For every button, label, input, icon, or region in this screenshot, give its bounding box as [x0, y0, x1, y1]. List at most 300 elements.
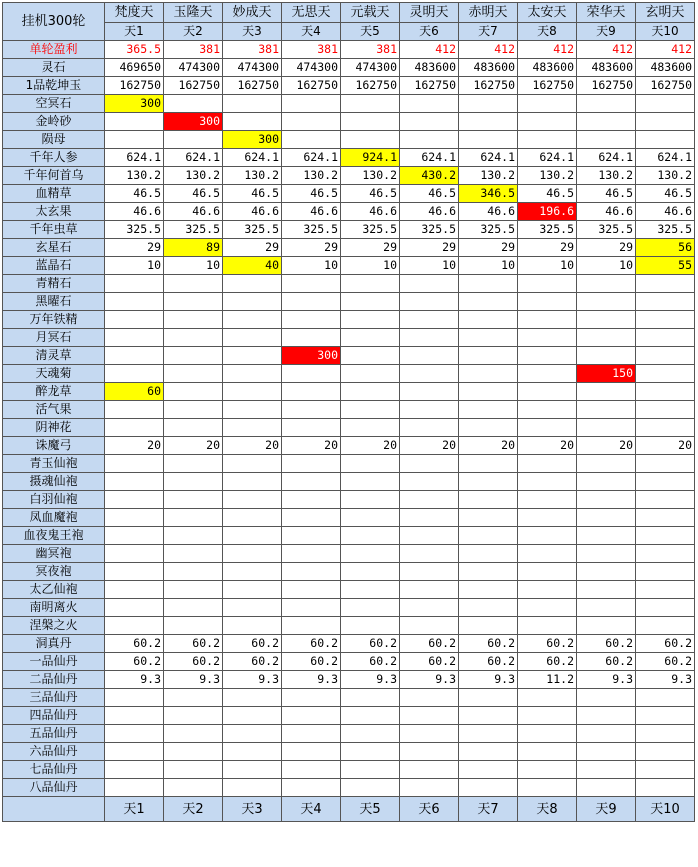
data-cell — [400, 275, 459, 293]
table-row — [3, 167, 695, 185]
data-cell — [518, 311, 577, 329]
data-cell: 412 — [636, 41, 695, 59]
data-cell — [400, 707, 459, 725]
data-cell — [518, 761, 577, 779]
data-cell — [636, 581, 695, 599]
row-label: 万年铁精 — [3, 311, 105, 329]
table-row — [3, 725, 695, 743]
data-cell: 46.6 — [636, 203, 695, 221]
subheader-row — [3, 23, 695, 41]
row-label: 摄魂仙袍 — [3, 473, 105, 491]
data-cell — [164, 95, 223, 113]
data-cell — [577, 509, 636, 527]
data-cell — [577, 725, 636, 743]
spreadsheet — [2, 2, 695, 822]
data-cell — [518, 725, 577, 743]
data-cell: 10 — [577, 257, 636, 275]
data-cell: 29 — [105, 239, 164, 257]
data-cell: 412 — [577, 41, 636, 59]
data-cell — [223, 725, 282, 743]
data-cell — [459, 131, 518, 149]
data-cell: 46.5 — [341, 185, 400, 203]
data-cell — [105, 509, 164, 527]
data-cell: 130.2 — [518, 167, 577, 185]
data-cell — [105, 419, 164, 437]
data-cell — [105, 617, 164, 635]
data-cell — [341, 527, 400, 545]
row-label: 八品仙丹 — [3, 779, 105, 797]
data-cell: 130.2 — [223, 167, 282, 185]
data-cell: 300 — [282, 347, 341, 365]
data-cell — [459, 329, 518, 347]
data-cell: 20 — [577, 437, 636, 455]
data-cell — [341, 275, 400, 293]
data-cell — [223, 581, 282, 599]
data-cell — [577, 347, 636, 365]
data-cell — [400, 311, 459, 329]
column-header: 元载天 — [341, 3, 400, 23]
data-cell — [577, 545, 636, 563]
data-cell: 60.2 — [459, 635, 518, 653]
data-cell — [577, 473, 636, 491]
data-cell: 60.2 — [636, 653, 695, 671]
data-cell — [164, 293, 223, 311]
table-row — [3, 455, 695, 473]
data-cell — [282, 743, 341, 761]
data-cell — [518, 527, 577, 545]
table-row — [3, 149, 695, 167]
data-cell — [282, 581, 341, 599]
table-row — [3, 239, 695, 257]
data-cell — [577, 275, 636, 293]
data-cell — [518, 293, 577, 311]
data-cell: 60 — [105, 383, 164, 401]
data-cell — [518, 563, 577, 581]
data-cell: 130.2 — [577, 167, 636, 185]
data-cell — [105, 491, 164, 509]
data-cell — [636, 113, 695, 131]
data-cell — [282, 599, 341, 617]
data-cell: 46.5 — [164, 185, 223, 203]
column-subheader: 天9 — [577, 23, 636, 41]
data-cell: 325.5 — [400, 221, 459, 239]
data-cell — [577, 113, 636, 131]
data-cell: 10 — [459, 257, 518, 275]
data-cell: 162750 — [164, 77, 223, 95]
table-row — [3, 743, 695, 761]
data-cell — [636, 419, 695, 437]
data-cell: 474300 — [341, 59, 400, 77]
data-cell — [282, 275, 341, 293]
data-cell — [105, 527, 164, 545]
data-cell — [577, 743, 636, 761]
data-cell — [282, 95, 341, 113]
data-cell — [341, 401, 400, 419]
data-cell: 624.1 — [400, 149, 459, 167]
column-subheader: 天10 — [636, 23, 695, 41]
row-label: 血夜鬼王袍 — [3, 527, 105, 545]
column-subheader: 天3 — [223, 23, 282, 41]
data-cell — [636, 509, 695, 527]
table-row — [3, 437, 695, 455]
data-cell — [164, 419, 223, 437]
data-cell — [400, 293, 459, 311]
data-cell — [400, 743, 459, 761]
data-cell: 46.6 — [223, 203, 282, 221]
data-cell — [341, 113, 400, 131]
row-label: 凤血魔袍 — [3, 509, 105, 527]
row-label: 月冥石 — [3, 329, 105, 347]
data-cell — [577, 131, 636, 149]
table-row — [3, 365, 695, 383]
data-cell — [282, 689, 341, 707]
data-cell — [577, 527, 636, 545]
data-cell — [636, 329, 695, 347]
data-cell — [223, 365, 282, 383]
data-cell — [282, 113, 341, 131]
data-cell: 162750 — [223, 77, 282, 95]
column-footer: 天3 — [223, 797, 282, 822]
data-cell — [636, 95, 695, 113]
data-cell — [518, 743, 577, 761]
data-cell — [105, 365, 164, 383]
data-cell: 162750 — [282, 77, 341, 95]
data-cell — [164, 617, 223, 635]
data-cell — [282, 455, 341, 473]
data-cell — [400, 401, 459, 419]
column-subheader: 天6 — [400, 23, 459, 41]
data-cell — [577, 419, 636, 437]
table-row — [3, 275, 695, 293]
data-cell: 325.5 — [577, 221, 636, 239]
data-cell: 60.2 — [164, 653, 223, 671]
data-cell: 624.1 — [164, 149, 223, 167]
data-cell — [105, 743, 164, 761]
data-cell — [164, 779, 223, 797]
data-cell — [518, 473, 577, 491]
data-cell: 10 — [341, 257, 400, 275]
data-cell — [164, 311, 223, 329]
data-cell — [164, 689, 223, 707]
data-cell — [636, 599, 695, 617]
row-label: 活气果 — [3, 401, 105, 419]
data-cell — [105, 113, 164, 131]
data-cell — [164, 599, 223, 617]
data-cell — [105, 455, 164, 473]
data-cell — [282, 563, 341, 581]
data-cell — [636, 527, 695, 545]
data-cell: 130.2 — [282, 167, 341, 185]
row-label: 洞真丹 — [3, 635, 105, 653]
data-cell: 46.5 — [400, 185, 459, 203]
data-cell — [164, 761, 223, 779]
data-cell: 60.2 — [341, 635, 400, 653]
data-cell — [282, 707, 341, 725]
footer-corner — [3, 797, 105, 822]
data-cell — [282, 779, 341, 797]
row-label: 清灵草 — [3, 347, 105, 365]
table-row — [3, 689, 695, 707]
data-cell: 325.5 — [223, 221, 282, 239]
data-cell — [341, 311, 400, 329]
data-cell — [341, 383, 400, 401]
data-cell: 9.3 — [223, 671, 282, 689]
table-row — [3, 41, 695, 59]
data-cell — [223, 527, 282, 545]
data-cell — [459, 293, 518, 311]
data-cell — [459, 527, 518, 545]
data-cell: 56 — [636, 239, 695, 257]
data-cell: 46.5 — [518, 185, 577, 203]
data-cell: 325.5 — [459, 221, 518, 239]
data-cell — [282, 617, 341, 635]
data-cell: 483600 — [459, 59, 518, 77]
data-cell — [518, 779, 577, 797]
data-cell — [459, 689, 518, 707]
data-cell — [223, 329, 282, 347]
data-cell — [459, 617, 518, 635]
column-subheader: 天5 — [341, 23, 400, 41]
data-cell — [341, 347, 400, 365]
data-cell — [636, 563, 695, 581]
data-cell — [400, 491, 459, 509]
column-subheader: 天1 — [105, 23, 164, 41]
data-cell — [164, 473, 223, 491]
data-cell — [518, 599, 577, 617]
data-cell: 46.5 — [223, 185, 282, 203]
data-cell — [341, 293, 400, 311]
data-cell: 381 — [341, 41, 400, 59]
data-cell — [223, 419, 282, 437]
data-cell — [223, 95, 282, 113]
data-cell — [577, 311, 636, 329]
data-cell — [400, 689, 459, 707]
profit-table — [2, 2, 695, 822]
data-cell: 474300 — [164, 59, 223, 77]
data-cell: 46.5 — [282, 185, 341, 203]
data-cell — [459, 743, 518, 761]
data-cell: 46.6 — [282, 203, 341, 221]
data-cell — [282, 473, 341, 491]
data-cell — [636, 725, 695, 743]
data-cell — [105, 761, 164, 779]
data-cell: 130.2 — [636, 167, 695, 185]
data-cell — [636, 365, 695, 383]
data-cell — [164, 329, 223, 347]
data-cell — [223, 743, 282, 761]
data-cell — [400, 761, 459, 779]
data-cell: 162750 — [636, 77, 695, 95]
data-cell — [223, 293, 282, 311]
data-cell — [282, 491, 341, 509]
data-cell: 20 — [105, 437, 164, 455]
table-row — [3, 185, 695, 203]
data-cell — [636, 707, 695, 725]
data-cell: 130.2 — [105, 167, 164, 185]
data-cell — [164, 383, 223, 401]
data-cell: 381 — [164, 41, 223, 59]
data-cell: 325.5 — [282, 221, 341, 239]
data-cell — [164, 743, 223, 761]
data-cell: 29 — [459, 239, 518, 257]
data-cell — [223, 599, 282, 617]
data-cell — [341, 563, 400, 581]
data-cell — [105, 131, 164, 149]
data-cell — [223, 491, 282, 509]
data-cell — [577, 779, 636, 797]
data-cell — [223, 509, 282, 527]
data-cell: 924.1 — [341, 149, 400, 167]
data-cell: 483600 — [518, 59, 577, 77]
data-cell — [105, 275, 164, 293]
data-cell — [341, 725, 400, 743]
data-cell: 60.2 — [636, 635, 695, 653]
data-cell: 46.5 — [105, 185, 164, 203]
data-cell: 365.5 — [105, 41, 164, 59]
data-cell: 60.2 — [164, 635, 223, 653]
data-cell — [459, 509, 518, 527]
data-cell — [459, 599, 518, 617]
data-cell — [636, 761, 695, 779]
data-cell — [105, 689, 164, 707]
data-cell: 130.2 — [459, 167, 518, 185]
data-cell: 9.3 — [105, 671, 164, 689]
data-cell — [282, 383, 341, 401]
data-cell — [105, 545, 164, 563]
row-label: 天魂菊 — [3, 365, 105, 383]
data-cell: 60.2 — [459, 653, 518, 671]
data-cell — [223, 455, 282, 473]
data-cell — [164, 455, 223, 473]
data-cell: 300 — [105, 95, 164, 113]
row-label: 涅槃之火 — [3, 617, 105, 635]
data-cell — [400, 95, 459, 113]
data-cell — [164, 491, 223, 509]
data-cell — [518, 275, 577, 293]
data-cell: 483600 — [577, 59, 636, 77]
data-cell — [223, 563, 282, 581]
table-row — [3, 293, 695, 311]
data-cell: 10 — [518, 257, 577, 275]
data-cell: 196.6 — [518, 203, 577, 221]
column-footer: 天5 — [341, 797, 400, 822]
data-cell — [223, 617, 282, 635]
data-cell — [164, 365, 223, 383]
data-cell: 381 — [223, 41, 282, 59]
data-cell — [105, 563, 164, 581]
table-row — [3, 635, 695, 653]
row-label: 五品仙丹 — [3, 725, 105, 743]
data-cell: 474300 — [282, 59, 341, 77]
data-cell — [282, 329, 341, 347]
data-cell: 60.2 — [105, 653, 164, 671]
data-cell — [223, 545, 282, 563]
data-cell: 20 — [341, 437, 400, 455]
column-subheader: 天4 — [282, 23, 341, 41]
data-cell: 29 — [400, 239, 459, 257]
data-cell — [341, 365, 400, 383]
data-cell — [105, 581, 164, 599]
column-footer: 天4 — [282, 797, 341, 822]
data-cell — [518, 347, 577, 365]
row-label: 千年虫草 — [3, 221, 105, 239]
data-cell: 29 — [518, 239, 577, 257]
data-cell: 46.6 — [105, 203, 164, 221]
data-cell: 10 — [164, 257, 223, 275]
data-cell — [223, 707, 282, 725]
table-row — [3, 59, 695, 77]
data-cell — [105, 329, 164, 347]
data-cell — [577, 401, 636, 419]
data-cell — [164, 545, 223, 563]
data-cell — [341, 509, 400, 527]
data-cell — [223, 383, 282, 401]
table-row — [3, 473, 695, 491]
data-cell — [518, 509, 577, 527]
data-cell: 624.1 — [577, 149, 636, 167]
data-cell — [164, 527, 223, 545]
data-cell: 46.5 — [577, 185, 636, 203]
row-label: 阴神花 — [3, 419, 105, 437]
data-cell — [282, 293, 341, 311]
table-row — [3, 581, 695, 599]
data-cell — [577, 383, 636, 401]
data-cell: 46.6 — [400, 203, 459, 221]
data-cell: 60.2 — [518, 635, 577, 653]
data-cell: 20 — [164, 437, 223, 455]
data-cell: 60.2 — [223, 635, 282, 653]
data-cell: 20 — [636, 437, 695, 455]
table-row — [3, 383, 695, 401]
data-cell: 11.2 — [518, 671, 577, 689]
data-cell — [341, 329, 400, 347]
data-cell — [518, 113, 577, 131]
data-cell: 9.3 — [282, 671, 341, 689]
data-cell — [223, 761, 282, 779]
data-cell: 29 — [341, 239, 400, 257]
data-cell — [400, 455, 459, 473]
data-cell — [164, 581, 223, 599]
data-cell — [459, 473, 518, 491]
data-cell — [164, 131, 223, 149]
row-label: 蓝晶石 — [3, 257, 105, 275]
table-row — [3, 653, 695, 671]
row-label: 千年人参 — [3, 149, 105, 167]
column-subheader: 天7 — [459, 23, 518, 41]
data-cell: 325.5 — [341, 221, 400, 239]
data-cell — [636, 617, 695, 635]
data-cell — [105, 725, 164, 743]
data-cell — [400, 131, 459, 149]
data-cell — [400, 347, 459, 365]
data-cell — [341, 491, 400, 509]
data-cell: 325.5 — [164, 221, 223, 239]
column-header: 荣华天 — [577, 3, 636, 23]
corner-cell: 挂机300轮 — [3, 3, 105, 41]
data-cell: 325.5 — [105, 221, 164, 239]
data-cell — [636, 383, 695, 401]
data-cell: 60.2 — [341, 653, 400, 671]
data-cell: 46.6 — [164, 203, 223, 221]
data-cell — [341, 599, 400, 617]
data-cell: 624.1 — [518, 149, 577, 167]
data-cell — [223, 113, 282, 131]
data-cell — [636, 779, 695, 797]
data-cell — [164, 347, 223, 365]
row-label: 诛魔弓 — [3, 437, 105, 455]
table-row — [3, 491, 695, 509]
data-cell: 624.1 — [223, 149, 282, 167]
